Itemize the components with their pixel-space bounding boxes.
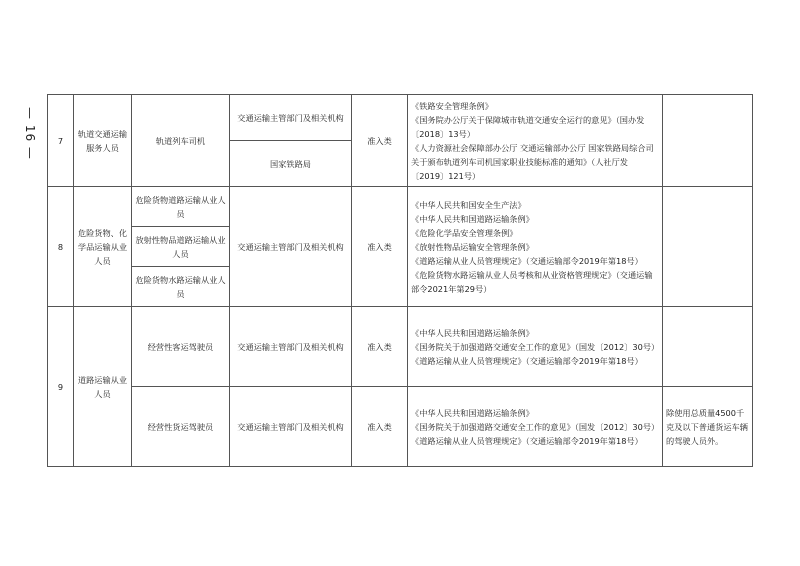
category-cell: 危险货物、化学品运输从业人员 — [74, 187, 132, 307]
department-cell: 国家铁路局 — [230, 141, 352, 187]
basis-item: 《道路运输从业人员管理规定》（交通运输部令2019年第18号） — [411, 435, 643, 446]
department-cell: 交通运输主管部门及相关机构 — [230, 95, 352, 141]
basis-item: 《放射性物品运输安全管理条例》 — [411, 241, 534, 252]
occupation-cell: 放射性物品道路运输从业人员 — [132, 227, 230, 267]
basis-item: 《人力资源社会保障部办公厅 交通运输部办公厅 国家铁路局综合司关于颁布轨道列车司机国家职业技能标准的通知》（人社厅发〔2019〕121号） — [411, 142, 654, 181]
category-cell: 道路运输从业人员 — [74, 307, 132, 467]
basis-item: 《中华人民共和国道路运输条例》 — [411, 213, 534, 224]
row-index: 7 — [48, 95, 74, 187]
department-cell: 交通运输主管部门及相关机构 — [230, 307, 352, 387]
type-cell: 准入类 — [352, 95, 408, 187]
row-index: 8 — [48, 187, 74, 307]
basis-cell — [408, 95, 663, 187]
basis-item: 《中华人民共和国道路运输条例》 — [411, 407, 534, 418]
table-row — [48, 95, 753, 141]
basis-item: 《国务院关于加强道路交通安全工作的意见》（国发〔2012〕30号） — [411, 341, 660, 352]
type-cell: 准入类 — [352, 307, 408, 387]
category-cell: 轨道交通运输服务人员 — [74, 95, 132, 187]
basis-cell — [408, 307, 663, 387]
basis-item: 《铁路安全管理条例》 — [411, 100, 493, 111]
table-row — [48, 187, 753, 227]
type-cell: 准入类 — [352, 387, 408, 467]
type-cell: 准入类 — [352, 187, 408, 307]
basis-item: 《国务院关于加强道路交通安全工作的意见》（国发〔2012〕30号） — [411, 421, 660, 432]
page-number — [14, 92, 44, 160]
basis-item: 《中华人民共和国安全生产法》 — [411, 199, 526, 210]
basis-item: 《道路运输从业人员管理规定》（交通运输部令2019年第18号） — [411, 255, 643, 266]
table-row — [48, 307, 753, 387]
occupation-cell: 轨道列车司机 — [132, 95, 230, 187]
department-cell: 交通运输主管部门及相关机构 — [230, 187, 352, 307]
basis-item: 《危险货物水路运输从业人员考核和从业资格管理规定》（交通运输部令2021年第29号） — [411, 269, 653, 294]
note-cell: 除使用总质量4500千克及以下普通货运车辆的驾驶人员外。 — [663, 387, 753, 467]
row-index: 9 — [48, 307, 74, 467]
qualification-table — [47, 94, 753, 467]
occupation-cell: 经营性客运驾驶员 — [132, 307, 230, 387]
occupation-cell: 危险货物水路运输从业人员 — [132, 267, 230, 307]
note-cell — [663, 307, 753, 387]
occupation-cell: 经营性货运驾驶员 — [132, 387, 230, 467]
page-number-text: — 16 — — [23, 107, 37, 160]
basis-item: 《危险化学品安全管理条例》 — [411, 227, 518, 238]
note-cell — [663, 187, 753, 307]
basis-item: 《中华人民共和国道路运输条例》 — [411, 327, 534, 338]
basis-cell — [408, 387, 663, 467]
table-row — [48, 387, 753, 467]
basis-item: 《国务院办公厅关于保障城市轨道交通安全运行的意见》（国办发〔2018〕13号） — [411, 114, 645, 139]
occupation-cell: 危险货物道路运输从业人员 — [132, 187, 230, 227]
note-cell — [663, 95, 753, 187]
basis-item: 《道路运输从业人员管理规定》（交通运输部令2019年第18号） — [411, 355, 643, 366]
basis-cell — [408, 187, 663, 307]
department-cell: 交通运输主管部门及相关机构 — [230, 387, 352, 467]
